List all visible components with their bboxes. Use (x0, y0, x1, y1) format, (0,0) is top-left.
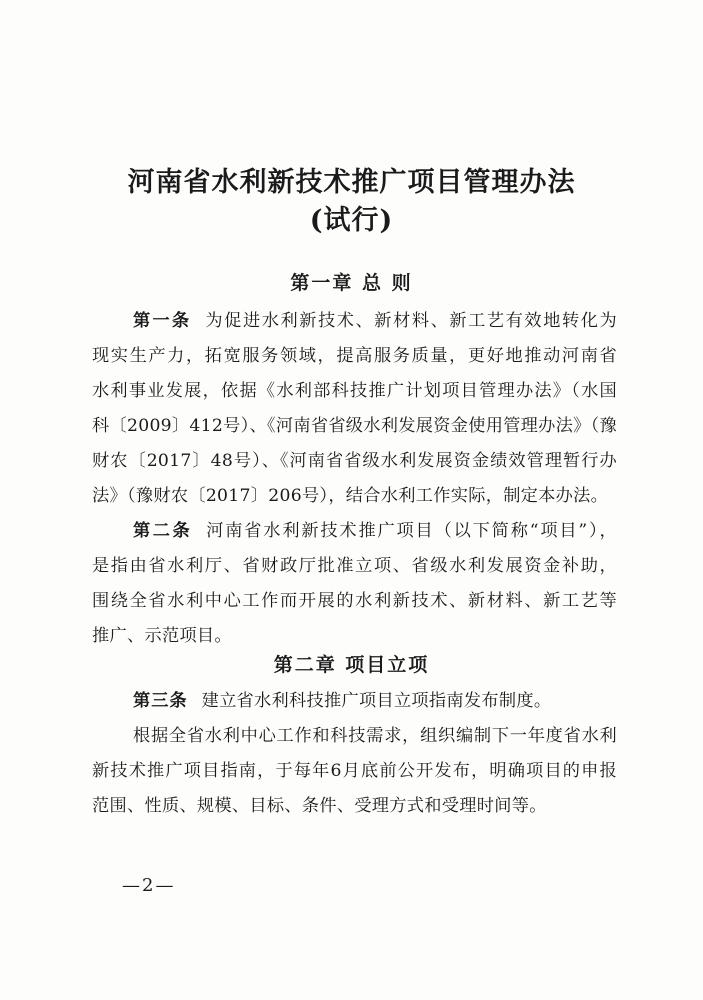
article-1-line-3: 水利事业发展，依据《水利部科技推广计划项目管理办法》（水国 (92, 381, 617, 401)
article-1-line-5: 财农〔2017〕48号）、《河南省省级水利发展资金绩效管理暂行办 (92, 451, 617, 471)
article-2-text: 河南省水利新技术推广项目（以下简称“项目”）， (206, 521, 617, 541)
article-1-text: 为促进水利新技术、新材料、新工艺有效地转化为 (205, 311, 617, 331)
article-3-label: 第三条 (133, 691, 188, 711)
article-2-label: 第二条 (133, 521, 193, 541)
article-3-line-1 (133, 686, 617, 711)
paragraph-line-3: 范围、性质、规模、目标、条件、受理方式和受理时间等。 (92, 796, 547, 816)
article-1-line-4: 科〔2009〕412号）、《河南省省级水利发展资金使用管理办法》（豫 (92, 416, 618, 436)
chapter-heading-2: 第二章 项目立项 (273, 654, 430, 676)
document-subtitle: (试行) (309, 205, 394, 236)
article-2-line-2: 是指由省水利厅、省财政厅批准立项、省级水利发展资金补助， (92, 556, 617, 576)
paragraph-line-2: 新技术推广项目指南，于每年6月底前公开发布，明确项目的申报 (92, 761, 617, 781)
article-3-text: 建立省水利科技推广项目立项指南发布制度。 (201, 691, 552, 711)
article-2-line-4: 推广、示范项目。 (92, 626, 232, 646)
article-2-line-1 (133, 516, 617, 541)
paragraph-line-1: 根据全省水利中心工作和科技需求，组织编制下一年度省水利 (133, 726, 617, 746)
article-2-line-3: 围绕全省水利中心工作而开展的水利新技术、新材料、新工艺等 (92, 591, 617, 611)
document-title: 河南省水利新技术推广项目管理办法 (127, 167, 576, 198)
chapter-heading-1: 第一章 总 则 (290, 272, 413, 294)
article-1-line-6: 法》（豫财农〔2017〕206号），结合水利工作实际，制定本办法。 (92, 486, 609, 506)
article-1-line-2: 现实生产力，拓宽服务领域，提高服务质量，更好地推动河南省 (92, 346, 617, 366)
article-1-line-1 (133, 306, 617, 331)
page-number: —2— (122, 875, 176, 896)
article-1-label: 第一条 (133, 311, 192, 331)
